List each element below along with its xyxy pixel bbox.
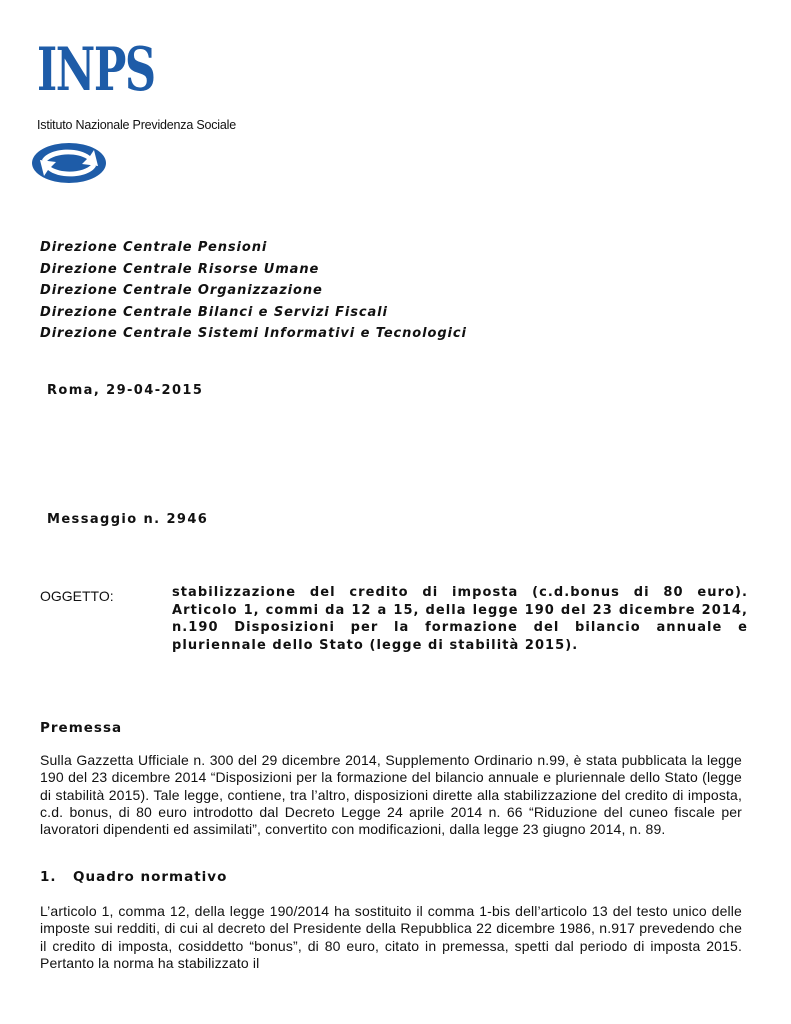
subject-label: OGGETTO: [40,588,114,604]
inps-logo-text: INPS [37,35,155,105]
directorate-item: Direzione Centrale Bilanci e Servizi Fiscali [40,304,388,320]
premessa-paragraph: Sulla Gazzetta Ufficiale n. 300 del 29 dicembre 2014, Supplemento Ordinario n.99, è stata pubblicata la legge 190 del 23 dicembre 2014 “Disposizioni per la formazione del bilancio annuale e pluriennale dello Stato (legge di stabilità 2015). Tale legge, contiene, tra l’altro, disposizioni dirette alla stabilizzazione del credito di imposta, c.d. bonus, di 80 euro introdotto dal Decreto Legge 24 aprile 2014 n. 66 “Riduzione del cuneo fiscale per lavoratori dipendenti ed assimilati”, convertito con modificazioni, dalla legge 23 giugno 2014, n. 89. [40,752,742,838]
message-number: Messaggio n. 2946 [47,512,209,527]
directorate-item: Direzione Centrale Pensioni [40,240,268,255]
directorate-item: Direzione Centrale Risorse Umane [40,261,320,277]
section-number: 1. [40,869,57,885]
subject-text: stabilizzazione del credito di imposta (c.d.bonus di 80 euro). Articolo 1, commi da 12 a 15, della legge 190 del 23 dicembre 2014, n.190 Disposizioni per la formazione del bilancio annuale e pluriennale dello Stato (legge di stabilità 2015). [172,585,748,653]
inps-logo-subtitle: Istituto Nazionale Previdenza Sociale [37,118,236,132]
section-1-heading [40,869,227,885]
directorate-item: Direzione Centrale Sistemi Informativi e Tecnologici [40,326,467,341]
inps-arrows-emblem-icon [28,138,110,188]
date-line: Roma, 29-04-2015 [47,383,204,398]
section-1-paragraph: L’articolo 1, comma 12, della legge 190/2014 ha sostituito il comma 1-bis dell’articolo 13 del testo unico delle imposte sui redditi, di cui al decreto del Presidente della Repubblica 22 dicembre 1986, n.917 prevedendo che il credito di imposta, cosiddetto “bonus”, di 80 euro, citato in premessa, spetti dal periodo di imposta 2015. Pertanto la norma ha stabilizzato il [40,903,742,971]
section-title: Quadro normativo [73,869,228,885]
premessa-heading: Premessa [40,720,123,736]
directorate-list [40,237,467,345]
directorate-item: Direzione Centrale Organizzazione [40,283,323,298]
